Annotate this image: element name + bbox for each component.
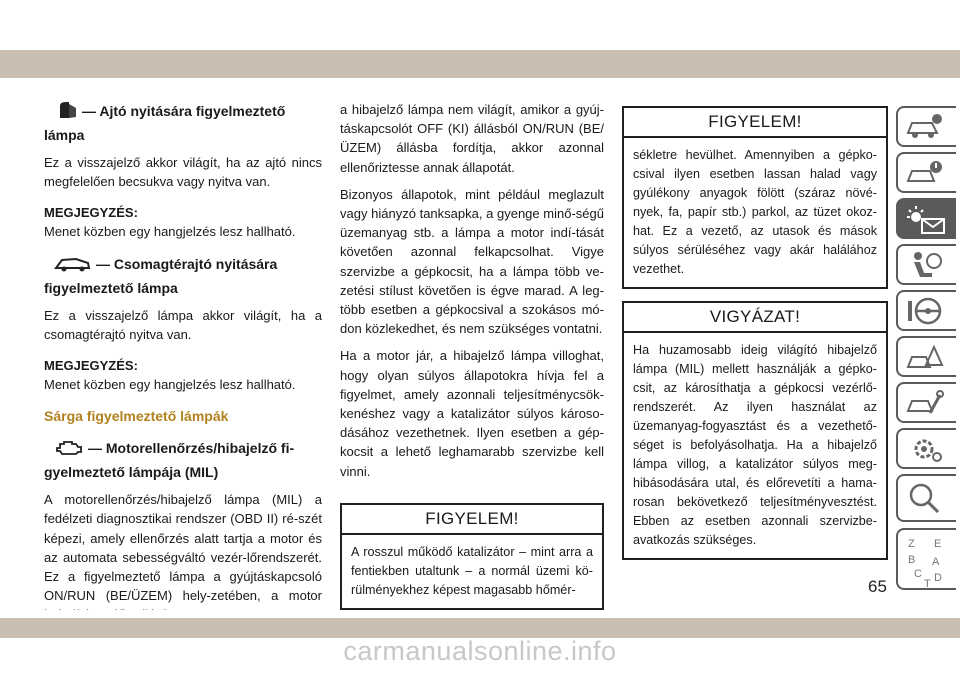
trunk-open-warning-icon [54, 255, 92, 278]
caution-box [622, 301, 888, 560]
trunk-warning-heading [44, 254, 322, 298]
door-warning-heading-text: — Ajtó nyitására figyelmeztető lámpa [44, 103, 286, 143]
check-engine-icon [54, 439, 84, 462]
tab-car-info[interactable] [896, 106, 956, 147]
service-wrench-icon [904, 387, 944, 419]
warning-box-continued [622, 106, 888, 289]
trunk-warning-heading-text: — Csomagtérajtó nyitására figyelmeztető lámpa [44, 255, 278, 296]
door-warning-text: Ez a visszajelző akkor világít, ha az ajtó nincs megfelelően becsukva vagy nyitva van. [44, 155, 322, 190]
column-3 [622, 106, 888, 560]
page-number: 65 [868, 577, 887, 596]
note-title: MEGJEGYZÉS: [44, 205, 138, 221]
tab-service[interactable] [896, 382, 956, 423]
tab-search[interactable] [896, 474, 956, 522]
svg-text:B: B [908, 554, 916, 566]
svg-text:T: T [924, 578, 931, 589]
roadside-warning-icon [904, 341, 944, 373]
caution-box-title: VIGYÁZAT! [624, 303, 886, 333]
tab-index[interactable] [896, 528, 956, 590]
paragraph: Bizonyos állapotok, mint például meglazult vagy hiányzó tanksapka, a gyenge minő-ségű üzemanyag stb. a lámpa a motor indí-tását követően azonnal felkapcsolhat. Vigye szervizbe a gépkocsit, ha a lámpa több ve-zetési stílust követően is égve marad. A leg-több esetben a gépkocsival a szokásos mó-don közlekedhet, és nem szükséges vontatni. [340, 186, 604, 337]
svg-text:A: A [932, 556, 940, 568]
car-info-icon [904, 111, 944, 143]
mil-text: A motorellenőrzés/hibajelző lámpa (MIL) a fedélzeti diagnosztikai rendszer (OBD II) ré-szét képezi, amely ellenőrzés alatt tartja a motor és az automata sebességváltó vezér-lőrendszerét. Ez a figyelmeztető lámpa a gyújtáskapcsoló ON/RUN (BE/ÜZEM) hely-zetében, a motor [44, 492, 322, 604]
door-warning-heading [44, 100, 322, 145]
svg-text:D: D [934, 572, 942, 584]
tab-roadside-warning[interactable] [896, 336, 956, 377]
section-title: Sárga figyelmeztető lámpák [44, 408, 229, 425]
footer-stripe [0, 618, 960, 638]
watermark-text: carmanualsonline.info [343, 636, 617, 666]
search-icon [904, 479, 944, 519]
tab-airbag-seat[interactable] [896, 244, 956, 285]
warning-box [340, 503, 604, 610]
paragraph: a hibajelző lámpa nem világít, amikor a gyúj-táskapcsolót OFF (KI) állásból ON/RUN (BE/ÜZEM) állásba fordítja, akkor azonnal ellenőriztesse annak állapotát. [340, 102, 604, 175]
warning-box-title: FIGYELEM! [624, 108, 886, 138]
warning-box-text: A rosszul működő katalizátor – mint arra a fentiekben utaltunk – a normál üzemi kö-rülményekhez képest magasabb hőmér- [351, 544, 593, 597]
warning-box-title: FIGYELEM! [342, 505, 602, 535]
header-band [0, 0, 960, 78]
mil-heading-text: — Motorellenőrzés/hibajelző fi-gyelmeztető lámpája (MIL) [44, 440, 295, 481]
paragraph: Ha a motor jár, a hibajelző lámpa villoghat, hogy olyan súlyos állapotokra hívja fel a figyelmet, amely azonnali teljesítménycsök-kenéshez vagy a katalizátor súlyos károso-dásához vezethetnek. Ilyen esetben a gép-kocsit a lehető leghamarabb szervizbe kell vinni. [340, 348, 604, 479]
svg-text:E: E [934, 538, 942, 550]
mil-heading [44, 438, 322, 482]
header-stripe [0, 50, 960, 78]
settings-icon [904, 433, 944, 465]
trunk-warning-text: Ez a visszajelző lámpa akkor világít, ha a csomagtérajtó nyitva van. [44, 307, 322, 342]
tab-settings[interactable] [896, 428, 956, 469]
door-open-warning-icon [56, 100, 78, 125]
svg-text:C: C [914, 568, 922, 580]
airbag-seat-icon [904, 249, 944, 281]
tab-dashboard-lights[interactable] [896, 198, 956, 239]
index-az-icon [904, 533, 948, 589]
tab-steering-wheel[interactable] [896, 290, 956, 331]
tab-warning-lights[interactable] [896, 152, 956, 193]
dashboard-lights-icon [904, 203, 948, 237]
column-2 [340, 100, 604, 610]
svg-text:Z: Z [908, 538, 915, 550]
note-title: MEGJEGYZÉS: [44, 358, 138, 374]
note-text: Menet közben egy hangjelzés lesz hallható. [44, 224, 296, 240]
note-text: Menet közben egy hangjelzés lesz hallható. [44, 377, 296, 393]
column-1 [44, 100, 322, 625]
steering-wheel-icon [904, 295, 944, 327]
warning-box-text: sékletre hevülhet. Amennyiben a gépko-csival ilyen esetben lassan halad vagy gyúlékony anyagok fölött (száraz növé-nyek, fa, papír stb.) parkol, az tüzet okoz-hat. Ez a vezető, az utasok és mások súlyos sérüléséhez vagy akár halálához vezethet. [633, 148, 877, 276]
warning-light-icon [904, 157, 944, 189]
caution-box-text: Ha huzamosabb ideig világító hibajelző lámpa (MIL) mellett használják a gépko-csit, az károsíthatja a gépkocsi vezérlő-rendszerét. Az ilyen használat az üzemanyag-fogyasztást és a vezethető-séget is befolyásolhatja. Ha a hibajelző lámpa villog, a katalizátor súlyos meg-hibásodására utal, és előrevetíti a hama-rosan bekövetkező teljesítményvesztést. Ebben az esetben azonnali szervizbe-avatkozás szükséges. [633, 343, 877, 547]
